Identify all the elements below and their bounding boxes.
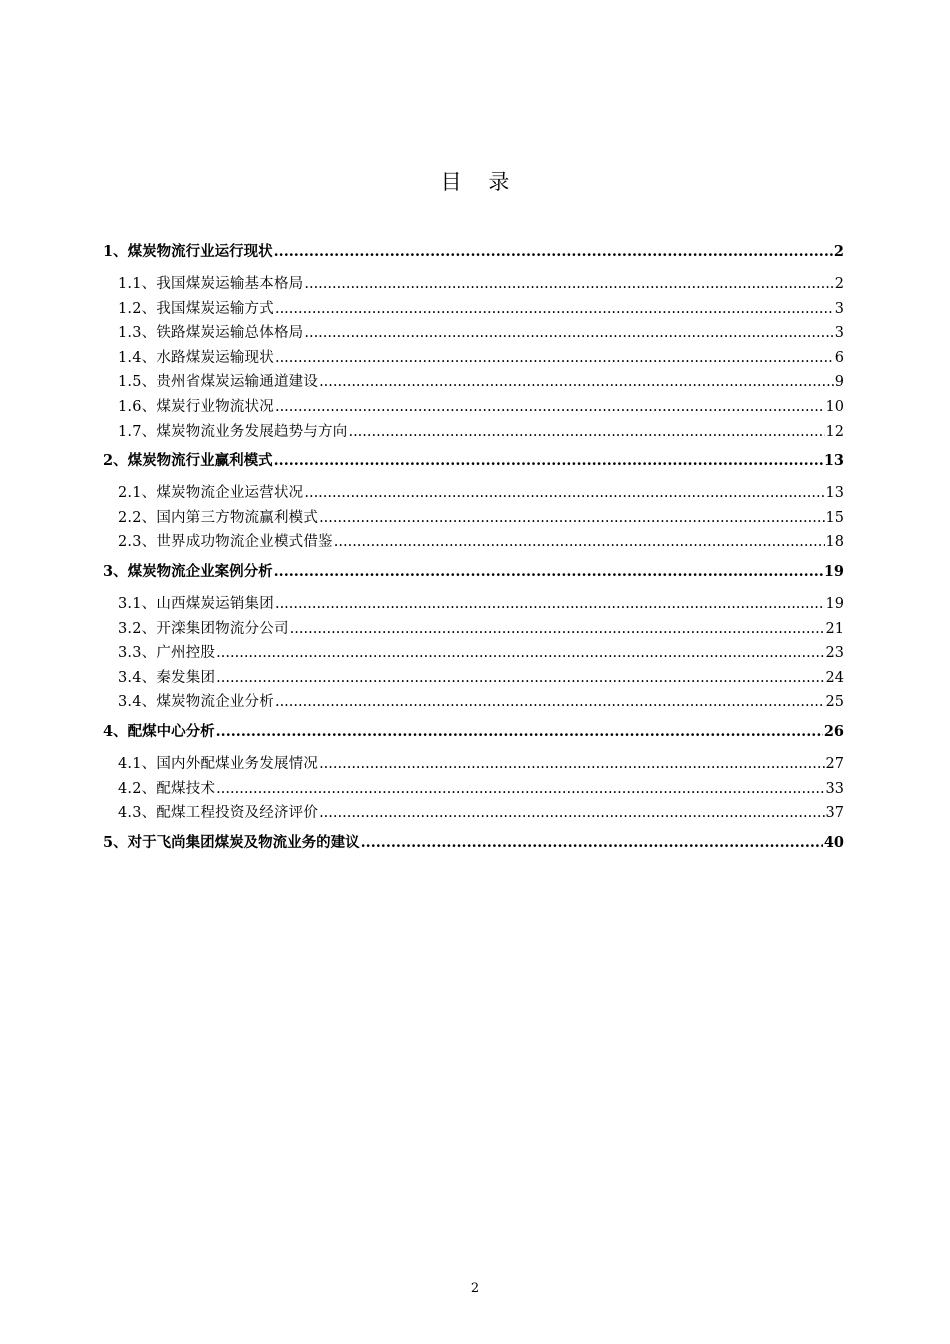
toc-section-label: 3、煤炭物流企业案例分析 [103, 562, 273, 580]
toc-page-number: 13 [825, 485, 844, 502]
toc-entry-3-3[interactable] [103, 641, 844, 666]
toc-entry-label: 1.4、水路煤炭运输现状 [118, 349, 274, 366]
toc-entry-1-5[interactable] [103, 370, 844, 395]
toc-entry-label: 3.3、广州控股 [118, 645, 216, 662]
toc-leader [274, 240, 833, 264]
toc-leader [319, 752, 824, 777]
toc-entry-label: 4.1、国内外配煤业务发展情况 [118, 755, 319, 772]
toc-page-number: 2 [834, 276, 844, 292]
toc-section-label: 1、煤炭物流行业运行现状 [103, 243, 273, 260]
toc-entry-4-1[interactable] [103, 752, 844, 777]
toc-entry-label: 4.2、配煤技术 [118, 780, 216, 797]
toc-entry-1-6[interactable] [103, 395, 844, 420]
toc-entry-label: 1.7、煤炭物流业务发展趋势与方向 [118, 423, 348, 440]
toc-leader [290, 617, 825, 642]
toc-leader [319, 370, 834, 395]
toc-entry-1-1[interactable] [103, 272, 844, 297]
toc-leader [304, 481, 824, 506]
toc-leader [274, 449, 823, 473]
toc-page-number: 19 [823, 562, 844, 580]
toc-entry-label: 2.1、煤炭物流企业运营状况 [118, 485, 304, 502]
toc-leader [319, 801, 824, 826]
toc-page-number: 33 [825, 780, 844, 797]
toc-leader [275, 346, 834, 371]
toc-leader [216, 641, 824, 666]
toc-leader [216, 777, 824, 802]
toc-page-number: 26 [823, 722, 844, 740]
toc-leader [334, 530, 825, 555]
toc-leader [348, 420, 824, 445]
toc-page-number: 27 [825, 755, 844, 772]
toc-leader [275, 592, 825, 617]
toc-page-number: 19 [825, 595, 844, 612]
toc-entry-3-4[interactable] [103, 666, 844, 691]
toc-entry-1-2[interactable] [103, 297, 844, 322]
toc-page-number: 25 [825, 694, 844, 711]
toc-page-number: 18 [825, 534, 844, 551]
toc-section-5[interactable] [103, 831, 844, 855]
toc-entry-label: 1.5、贵州省煤炭运输通道建设 [118, 374, 319, 391]
toc-section-label: 5、对于飞尚集团煤炭及物流业务的建议 [103, 833, 360, 851]
toc-entry-label: 4.3、配煤工程投资及经济评价 [118, 805, 319, 822]
toc-entry-4-3[interactable] [103, 801, 844, 826]
toc-page-number: 10 [825, 398, 844, 415]
toc-section-1[interactable] [103, 240, 844, 264]
table-of-contents [103, 240, 844, 855]
page-number: 2 [470, 1281, 480, 1296]
toc-page-number: 12 [825, 423, 844, 440]
toc-entry-4-2[interactable] [103, 777, 844, 802]
toc-page-number: 6 [834, 349, 844, 366]
toc-leader [304, 321, 833, 346]
toc-leader [361, 831, 823, 855]
toc-section-label: 4、配煤中心分析 [103, 722, 215, 740]
toc-entry-2-1[interactable] [103, 481, 844, 506]
toc-page-number: 40 [823, 833, 844, 851]
toc-leader [275, 395, 825, 420]
toc-entry-label: 2.3、世界成功物流企业模式借鉴 [118, 534, 333, 551]
toc-page-number: 13 [823, 452, 844, 470]
toc-section-2[interactable] [103, 449, 844, 473]
toc-section-3[interactable] [103, 560, 844, 584]
toc-entry-label: 1.6、煤炭行业物流状况 [118, 398, 274, 415]
toc-entry-label: 3.1、山西煤炭运销集团 [118, 595, 274, 612]
toc-entry-1-4[interactable] [103, 346, 844, 371]
toc-section-4[interactable] [103, 720, 844, 744]
toc-leader [275, 297, 834, 322]
toc-entry-1-7[interactable] [103, 420, 844, 445]
toc-section-label: 2、煤炭物流行业赢利模式 [103, 452, 273, 470]
toc-leader [216, 666, 824, 691]
toc-page-number: 3 [834, 300, 844, 317]
toc-entry-label: 3.4、煤炭物流企业分析 [118, 694, 274, 711]
toc-entry-2-2[interactable] [103, 506, 844, 531]
toc-leader [274, 560, 823, 584]
toc-entry-label: 3.4、秦发集团 [118, 669, 216, 686]
toc-entry-3-5[interactable] [103, 690, 844, 715]
toc-entry-3-2[interactable] [103, 617, 844, 642]
toc-entry-2-3[interactable] [103, 530, 844, 555]
toc-entry-label: 2.2、国内第三方物流赢利模式 [118, 509, 319, 526]
toc-entry-3-1[interactable] [103, 592, 844, 617]
toc-entry-label: 1.1、我国煤炭运输基本格局 [118, 276, 304, 292]
toc-leader [319, 506, 824, 531]
toc-entry-label: 1.3、铁路煤炭运输总体格局 [118, 325, 304, 342]
toc-page-number: 15 [825, 509, 844, 526]
toc-entry-1-3[interactable] [103, 321, 844, 346]
toc-page-number: 21 [825, 620, 844, 637]
toc-leader [275, 690, 825, 715]
toc-page-number: 37 [825, 805, 844, 822]
toc-page-number: 2 [833, 243, 844, 260]
toc-leader [304, 272, 833, 297]
toc-entry-label: 3.2、开滦集团物流分公司 [118, 620, 289, 637]
toc-page-number: 3 [834, 325, 844, 342]
toc-page-number: 24 [825, 669, 844, 686]
toc-leader [216, 720, 823, 744]
toc-entry-label: 1.2、我国煤炭运输方式 [118, 300, 274, 317]
toc-page-number: 9 [834, 374, 844, 391]
page-title: 目 录 [440, 170, 520, 194]
toc-page-number: 23 [825, 645, 844, 662]
